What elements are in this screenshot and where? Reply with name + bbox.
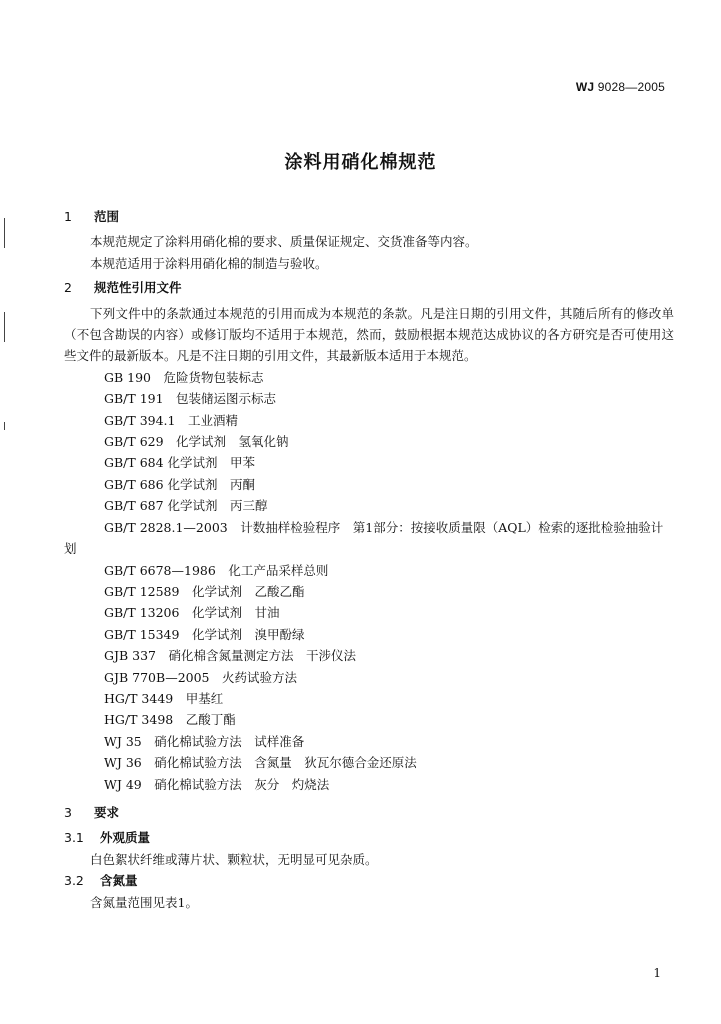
section-number: 1 [64,209,72,224]
subsection-3-1-heading [64,827,674,848]
reference-item: GB/T 629 化学试剂 氢氧化钠 [104,434,289,450]
section-2-heading [64,277,674,298]
reference-item: GJB 337 硝化棉含氮量测定方法 干涉仪法 [104,648,357,664]
document-body [64,203,674,913]
paragraph: 本规范适用于涂料用硝化棉的制造与验收。 [90,255,328,271]
section-3-heading [64,802,674,823]
reference-item: GB/T 687 化学试剂 丙三醇 [104,498,268,514]
section-1-heading [64,206,674,227]
subsection-title: 外观质量 [100,830,151,846]
reference-item: GB/T 394.1 工业酒精 [104,412,238,428]
section-number: 3 [64,804,72,820]
scan-mark [4,218,5,248]
reference-item: GB 190 危险货物包装标志 [104,369,264,385]
reference-item: GB/T 6678—1986 化工产品采样总则 [104,562,329,578]
section-title: 要求 [94,804,120,820]
paragraph: 白色絮状纤维或薄片状、颗粒状，无明显可见杂质。 [90,851,378,867]
subsection-number: 3.1 [64,830,84,846]
reference-item: WJ 35 硝化棉试验方法 试样准备 [104,733,305,749]
page-number: 1 [653,966,661,980]
standard-code [576,80,665,94]
reference-item: HG/T 3449 甲基红 [104,690,224,706]
reference-item: GB/T 15349 化学试剂 溴甲酚绿 [104,626,305,642]
paragraph: 下列文件中的条款通过本规范的引用而成为本规范的条款。凡是注日期的引用文件，其随后所有的修改单（不包含勘误的内容）或修订版均不适用于本规范，然而，鼓励根据本规范达成协议的各方研究是否可使用这些文件的最新版本。凡是不注日期的引用文件，其最新版本适用于本规范。 [64,305,674,364]
reference-item: GB/T 2828.1—2003 计数抽样检验程序 第1部分：按接收质量限（AQL）检索的逐批检验抽验计划 [64,519,664,557]
reference-item: GB/T 684 化学试剂 甲苯 [104,455,256,471]
reference-item: HG/T 3498 乙酸丁酯 [104,712,236,728]
reference-item: GB/T 12589 化学试剂 乙酸乙酯 [104,583,305,599]
scan-mark [4,422,5,430]
section-title: 规范性引用文件 [94,280,182,296]
reference-item: GB/T 686 化学试剂 丙酮 [104,476,256,492]
standard-prefix: WJ [575,80,595,94]
reference-item: WJ 36 硝化棉试验方法 含氮量 狄瓦尔德合金还原法 [104,755,417,771]
reference-item: WJ 49 硝化棉试验方法 灰分 灼烧法 [104,776,330,792]
paragraph: 含氮量范围见表1。 [90,894,198,910]
reference-item: GB/T 13206 化学试剂 甘油 [104,605,280,621]
scan-mark [4,312,5,342]
section-title: 范围 [94,209,120,224]
subsection-title: 含氮量 [100,873,138,889]
reference-item: GB/T 191 包装储运图示标志 [104,391,277,407]
paragraph: 本规范规定了涂料用硝化棉的要求、质量保证规定、交货准备等内容。 [90,234,478,250]
standard-number: 9028—2005 [597,80,665,94]
subsection-3-2-heading [64,870,674,891]
section-number: 2 [64,280,72,296]
document-title: 涂料用硝化棉规范 [284,152,437,173]
subsection-number: 3.2 [64,873,84,889]
reference-item: GJB 770B—2005 火药试验方法 [104,669,298,685]
